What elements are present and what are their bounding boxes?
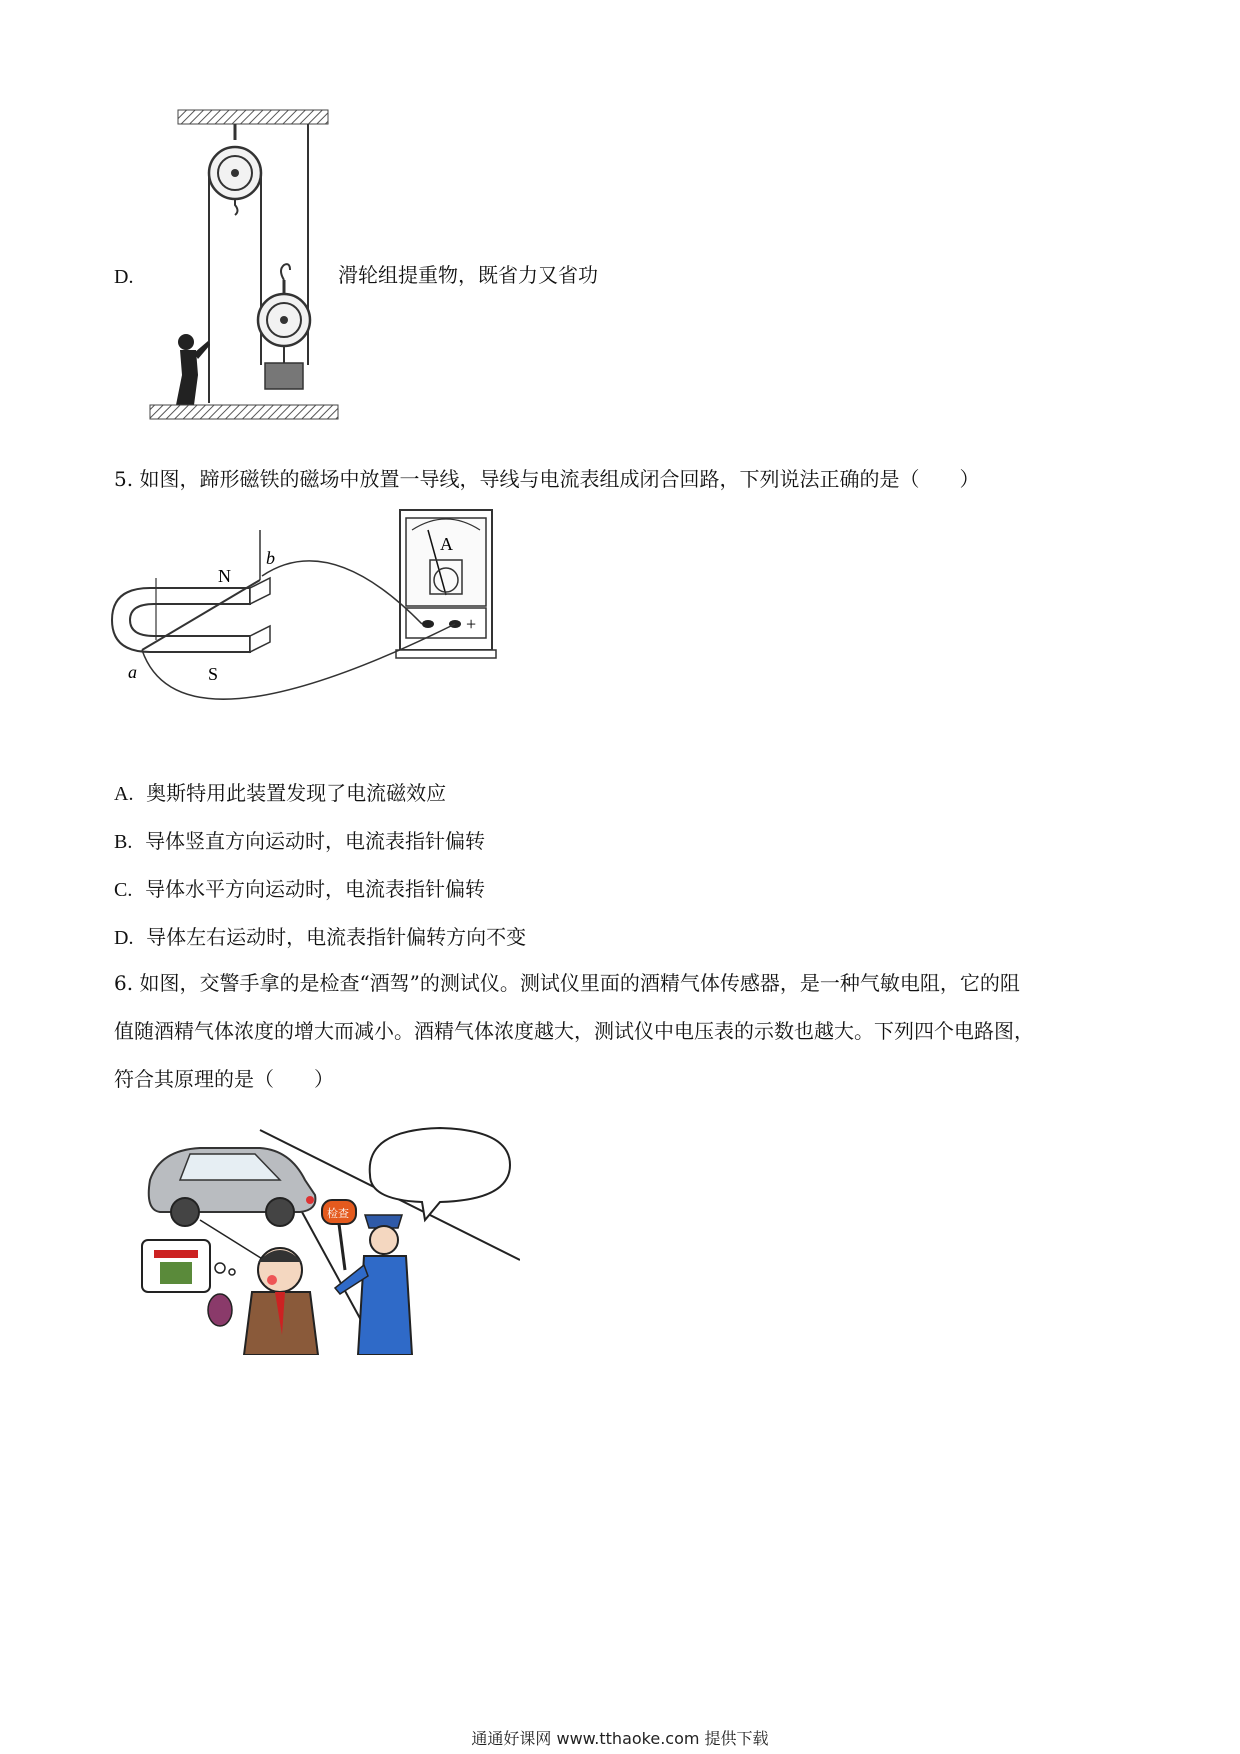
sign-text: 检查 (327, 1207, 349, 1220)
person-pulling (176, 334, 210, 405)
magnet-circuit-figure (110, 500, 510, 740)
north-label: N (218, 566, 231, 586)
q5-option-b[interactable]: B. 导体竖直方向运动时，电流表指针偏转 (114, 829, 486, 853)
q6-stem-line2: 值随酒精气体浓度的增大而减小。酒精气体浓度越大，测试仪中电压表的示数也越大。下列四个电路图， (114, 1019, 1034, 1043)
south-label: S (208, 664, 219, 684)
plus-label: + (466, 614, 477, 634)
q5-stem: 5. 如图，蹄形磁铁的磁场中放置一导线，导线与电流表组成闭合回路，下列说法正确的是（ ） (114, 467, 980, 491)
page-footer: 通通好课网 www.tthaoke.com 提供下载 (471, 1729, 769, 1748)
traffic-police (322, 1200, 412, 1355)
weight-block (265, 363, 303, 389)
option-d-label: D. (114, 266, 134, 288)
car (149, 1148, 316, 1226)
terminal-minus (422, 620, 434, 628)
q6-stem-line1: 6. 如图，交警手拿的是检查“酒驾”的测试仪。测试仪里面的酒精气体传感器，是一种气敏电阻，它的阻 (114, 971, 1020, 995)
q5-option-c[interactable]: C. 导体水平方向运动时，电流表指针偏转 (114, 877, 486, 901)
ceiling (178, 110, 328, 124)
pulley-figure (140, 105, 345, 430)
thought-bubble (142, 1240, 235, 1292)
end-a-label: a (128, 662, 137, 682)
floor (150, 405, 338, 419)
q5-option-a[interactable]: A. 奥斯特用此装置发现了电流磁效应 (114, 781, 447, 805)
end-b-label: b (266, 548, 275, 568)
option-d-text: 滑轮组提重物，既省力又省功 (338, 263, 598, 287)
traffic-police-illustration (140, 1120, 520, 1355)
q6-stem-line3: 符合其原理的是（ ） (114, 1067, 334, 1091)
meter-label: A (440, 534, 453, 554)
drunk-driver (208, 1248, 318, 1355)
speech-bubble (370, 1128, 510, 1220)
q5-option-d[interactable]: D. 导体左右运动时，电流表指针偏转方向不变 (114, 925, 527, 949)
